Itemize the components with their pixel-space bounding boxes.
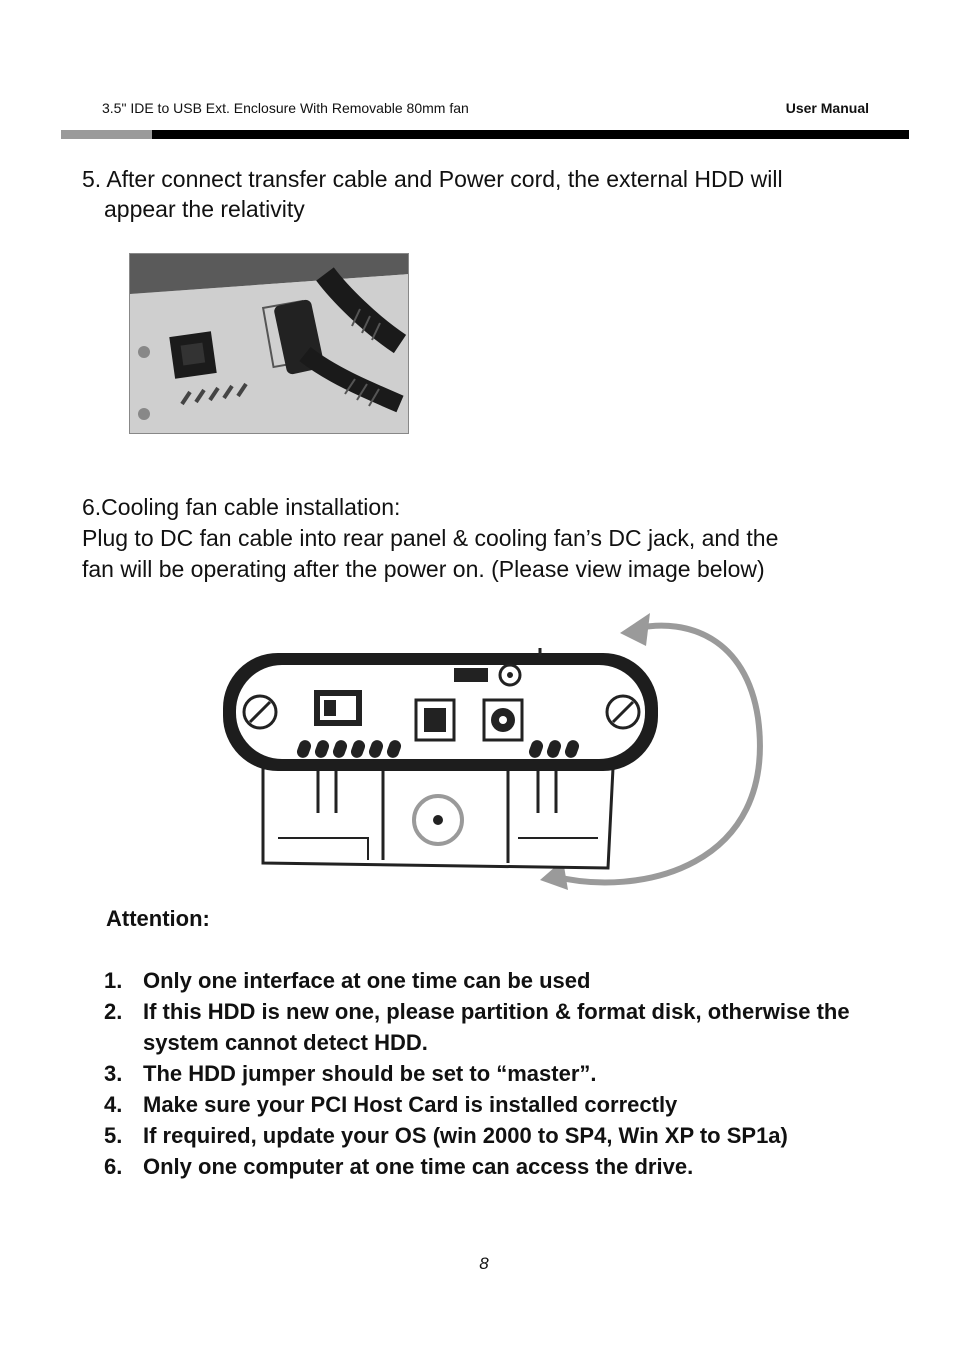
attention-item-text: The HDD jumper should be set to “master”. <box>143 1061 597 1086</box>
attention-item-number: 5. <box>104 1123 123 1148</box>
attention-item-number: 1. <box>104 968 123 993</box>
header-manual-label: User Manual <box>785 100 869 116</box>
attention-item-number: 4. <box>104 1092 123 1117</box>
attention-item <box>104 1151 864 1182</box>
step-5-line-1: After connect transfer cable and Power cord, the external HDD will <box>106 166 783 192</box>
attention-item <box>104 1120 864 1151</box>
rear-panel-diagram <box>218 598 778 898</box>
attention-item <box>104 1058 864 1089</box>
step-6-title: 6.Cooling fan cable installation: <box>82 494 401 520</box>
attention-item <box>104 1089 864 1120</box>
attention-item-number: 2. <box>104 999 123 1024</box>
step-6-line-1: Plug to DC fan cable into rear panel & cooling fan’s DC jack, and the <box>82 525 779 551</box>
attention-item <box>104 965 864 996</box>
header-title: 3.5" IDE to USB Ext. Enclosure With Removable 80mm fan <box>102 100 469 116</box>
step-6-line-2: fan will be operating after the power on. (Please view image below) <box>82 556 765 582</box>
rear-panel-fan-cable-illustration <box>218 598 778 898</box>
connected-cables-photo <box>129 253 409 434</box>
step-6 <box>82 492 902 585</box>
connected-cables-illustration <box>130 254 409 434</box>
attention-item-text: Only one interface at one time can be used <box>143 968 591 993</box>
attention-item-number: 3. <box>104 1061 123 1086</box>
header-rule-accent <box>61 130 152 139</box>
step-5 <box>82 164 902 224</box>
attention-heading: Attention: <box>106 906 210 931</box>
step-5-number: 5. <box>82 166 102 192</box>
page-number: 8 <box>479 1254 489 1273</box>
attention-item-text: If required, update your OS (win 2000 to SP4, Win XP to SP1a) <box>143 1123 788 1148</box>
attention-list <box>104 965 864 1182</box>
attention-item-text: If this HDD is new one, please partition & format disk, otherwise the system cannot detect HDD. <box>143 999 850 1055</box>
step-5-line-2: appear the relativity <box>104 196 305 222</box>
header-rule <box>61 130 909 139</box>
attention-item-number: 6. <box>104 1154 123 1179</box>
attention-item <box>104 996 864 1058</box>
attention-item-text: Make sure your PCI Host Card is installed correctly <box>143 1092 678 1117</box>
attention-item-text: Only one computer at one time can access the drive. <box>143 1154 694 1179</box>
